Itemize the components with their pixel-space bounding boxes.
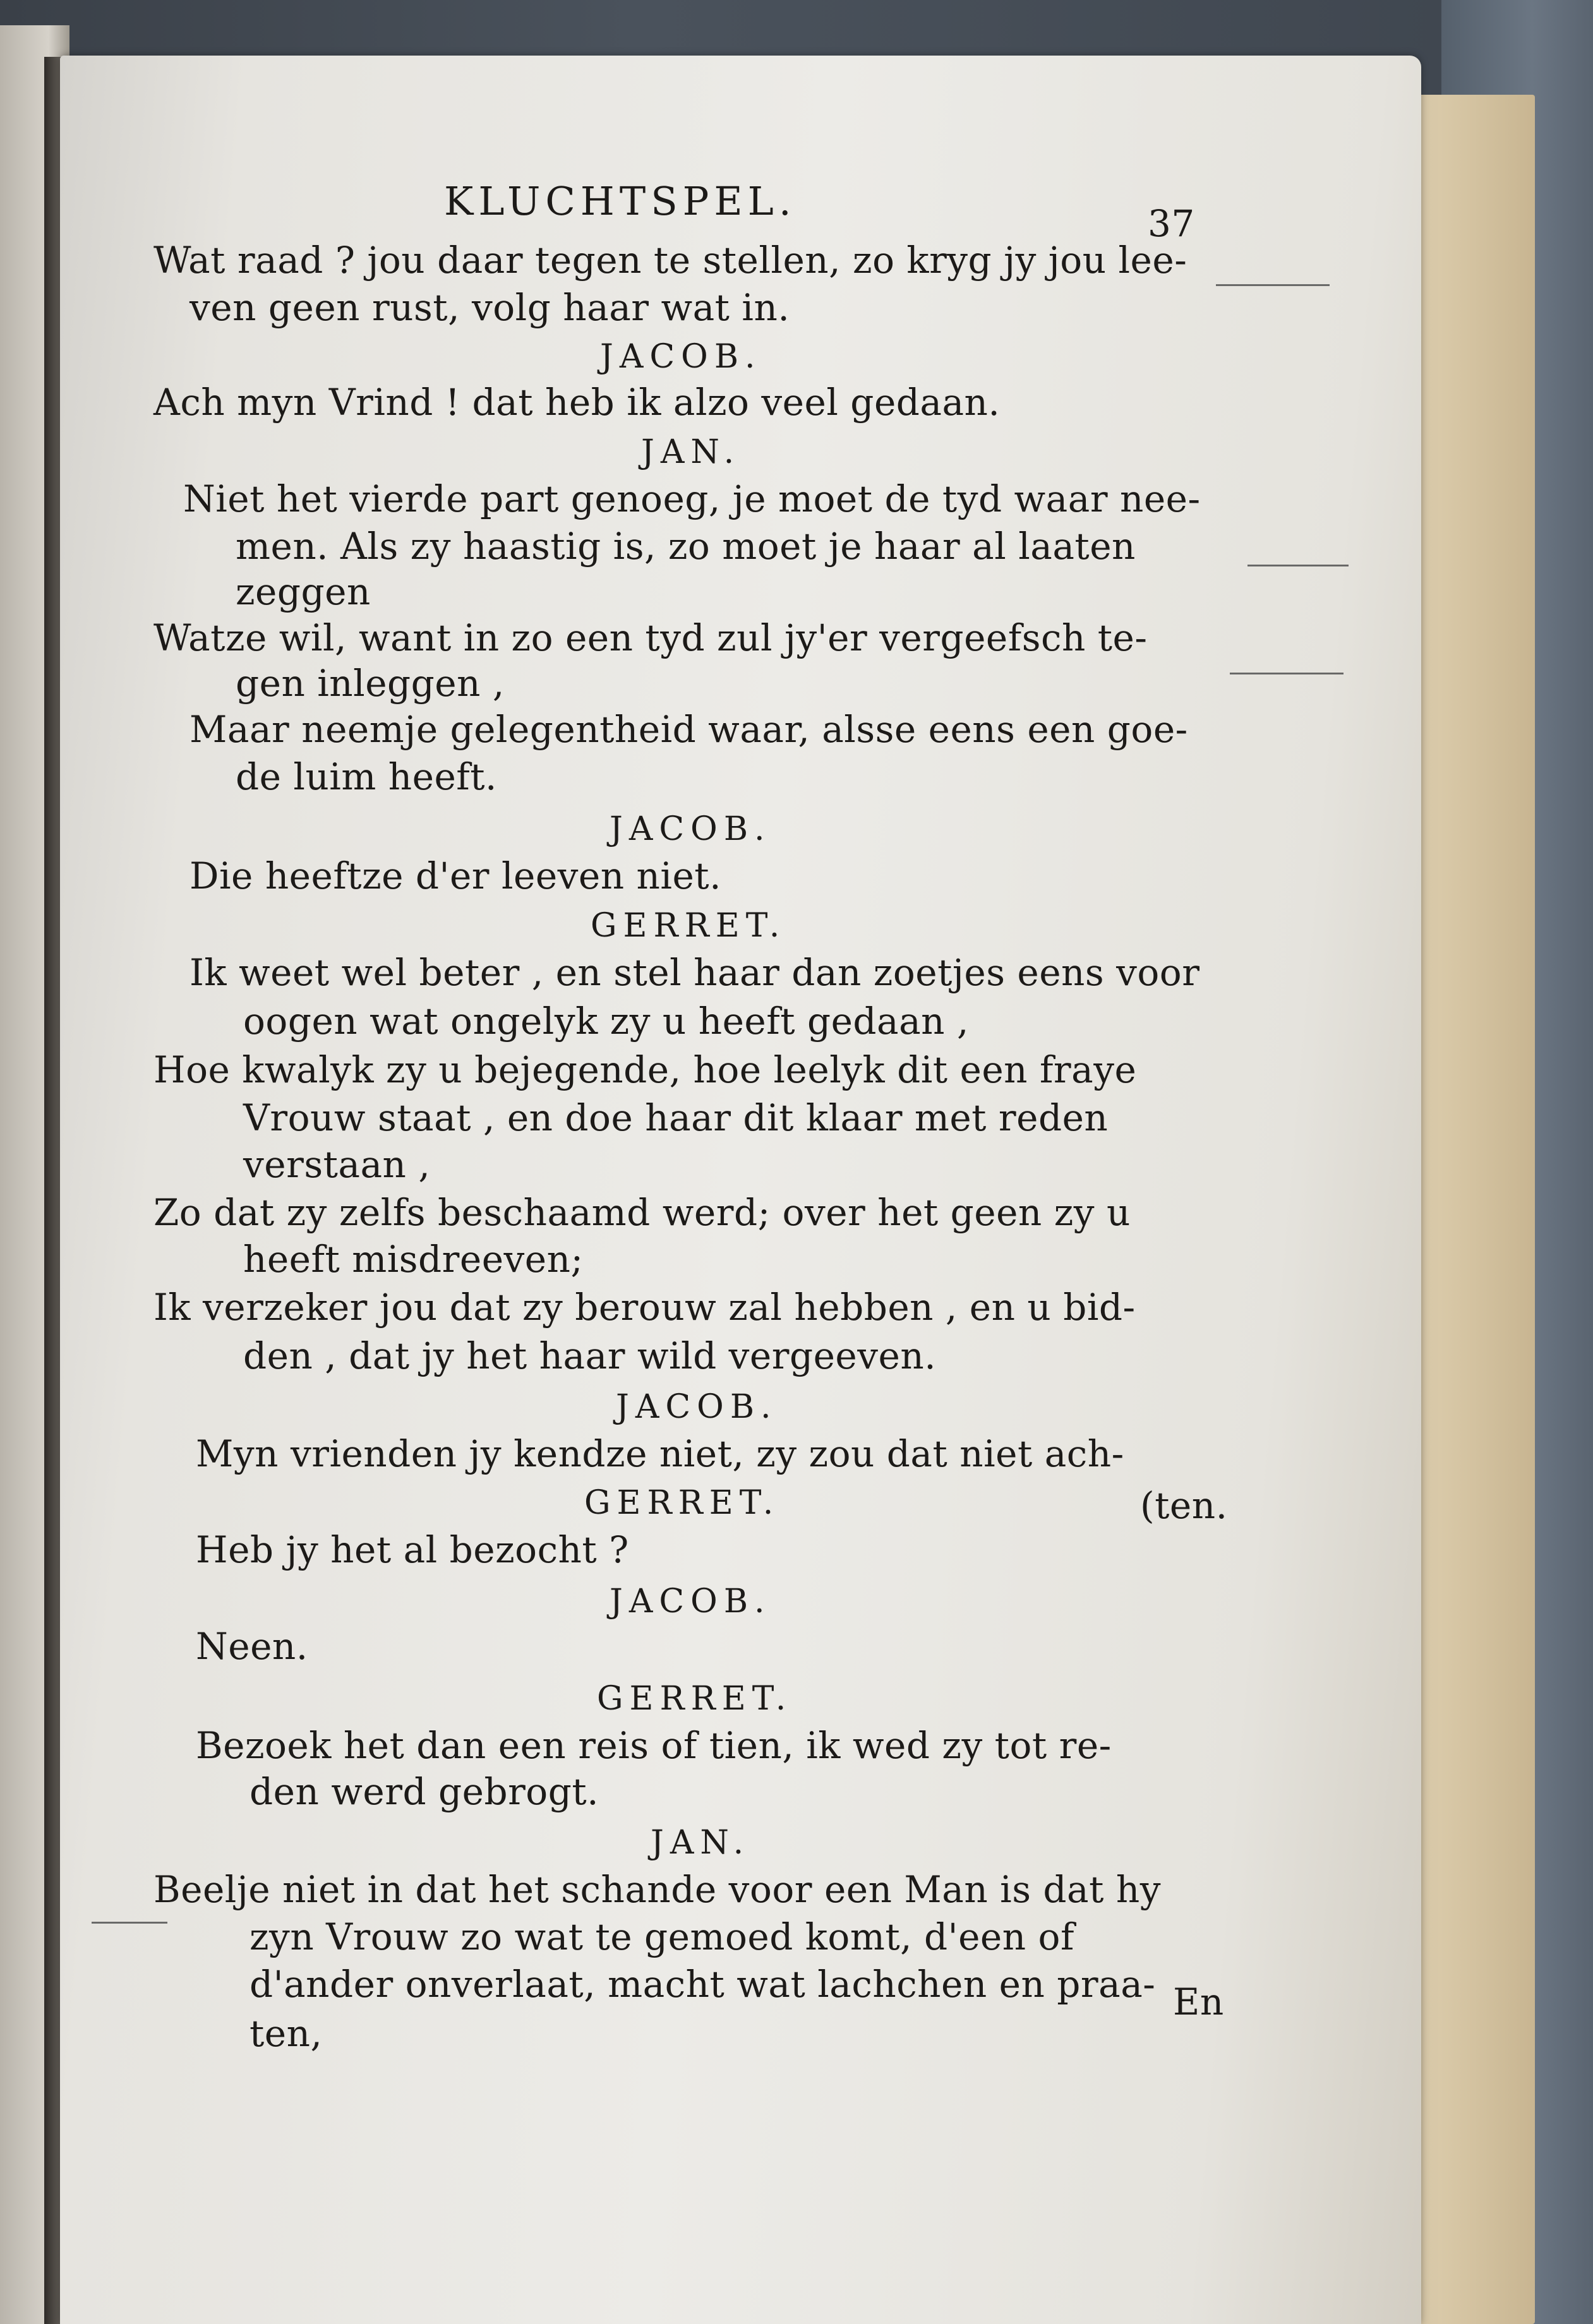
- pen-mark: [1216, 284, 1330, 286]
- text-line: Beelje niet in dat het schande voor een Man is dat hy: [153, 1868, 1161, 1911]
- text-line: Ik verzeker jou dat zy berouw zal hebben , en u bid-: [153, 1286, 1136, 1329]
- text-line: verstaan ,: [243, 1143, 431, 1186]
- running-title: KLUCHTSPEL.: [444, 178, 796, 224]
- text-line: Ach myn Vrind ! dat heb ik alzo veel gedaan.: [153, 381, 1001, 424]
- book-page: [60, 56, 1421, 2324]
- speaker-name: GERRET.: [584, 1484, 780, 1522]
- speaker-name: JACOB.: [616, 1388, 778, 1426]
- text-line: Maar neemje gelegentheid waar, alsse eens een goe-: [189, 708, 1188, 751]
- text-line: Wat raad ? jou daar tegen te stellen, zo kryg jy jou lee-: [153, 239, 1187, 282]
- text-line: Myn vrienden jy kendze niet, zy zou dat niet ach-: [196, 1432, 1124, 1475]
- text-line: oogen wat ongelyk zy u heeft gedaan ,: [243, 1000, 969, 1043]
- speaker-name: JACOB.: [600, 338, 762, 376]
- speaker-name: JACOB.: [610, 810, 771, 848]
- text-line: de luim heeft.: [236, 755, 497, 798]
- text-line: Niet het vierde part genoeg, je moet de tyd waar nee-: [183, 477, 1201, 520]
- text-line: gen inleggen ,: [236, 662, 505, 705]
- text-line: Bezoek het dan een reis of tien, ik wed zy tot re-: [196, 1724, 1112, 1767]
- speaker-name: JAN.: [651, 1824, 750, 1862]
- speaker-name: JAN.: [641, 433, 741, 471]
- text-line: Die heeftze d'er leeven niet.: [189, 854, 722, 897]
- book-gutter: [44, 57, 62, 2324]
- speaker-name: GERRET.: [597, 1680, 793, 1718]
- text-line: men. Als zy haastig is, zo moet je haar al laaten: [236, 525, 1136, 568]
- text-line: Vrouw staat , en doe haar dit klaar met reden: [243, 1096, 1109, 1139]
- text-line: den , dat jy het haar wild vergeeven.: [243, 1334, 937, 1377]
- text-line: Ik weet wel beter , en stel haar dan zoetjes eens voor: [189, 951, 1200, 994]
- page-number: 37: [1148, 202, 1195, 245]
- speaker-name: GERRET.: [591, 907, 786, 945]
- text-line: Neen.: [196, 1625, 308, 1668]
- speaker-name: JACOB.: [610, 1583, 771, 1620]
- text-line: d'ander onverlaat, macht wat lachchen en praa-: [249, 1963, 1156, 2006]
- text-line: Watze wil, want in zo een tyd zul jy'er vergeefsch te-: [153, 616, 1148, 659]
- text-line: Zo dat zy zelfs beschaamd werd; over het geen zy u: [153, 1191, 1131, 1234]
- text-line: zyn Vrouw zo wat te gemoed komt, d'een of: [249, 1915, 1074, 1958]
- text-line: (ten.: [1140, 1484, 1228, 1527]
- text-line: Heb jy het al bezocht ?: [196, 1528, 629, 1571]
- pen-mark: [1247, 565, 1349, 566]
- text-line: zeggen: [236, 570, 371, 613]
- pen-mark: [92, 1922, 167, 1924]
- text-line: ten,: [249, 2012, 323, 2055]
- text-line: ven geen rust, volg haar wat in.: [189, 286, 790, 329]
- text-line: den werd gebrogt.: [249, 1770, 599, 1813]
- pen-mark: [1230, 673, 1344, 674]
- text-line: Hoe kwalyk zy u bejegende, hoe leelyk dit een fraye: [153, 1048, 1137, 1091]
- text-line: heeft misdreeven;: [243, 1238, 584, 1281]
- catchword: En: [1173, 1980, 1224, 2023]
